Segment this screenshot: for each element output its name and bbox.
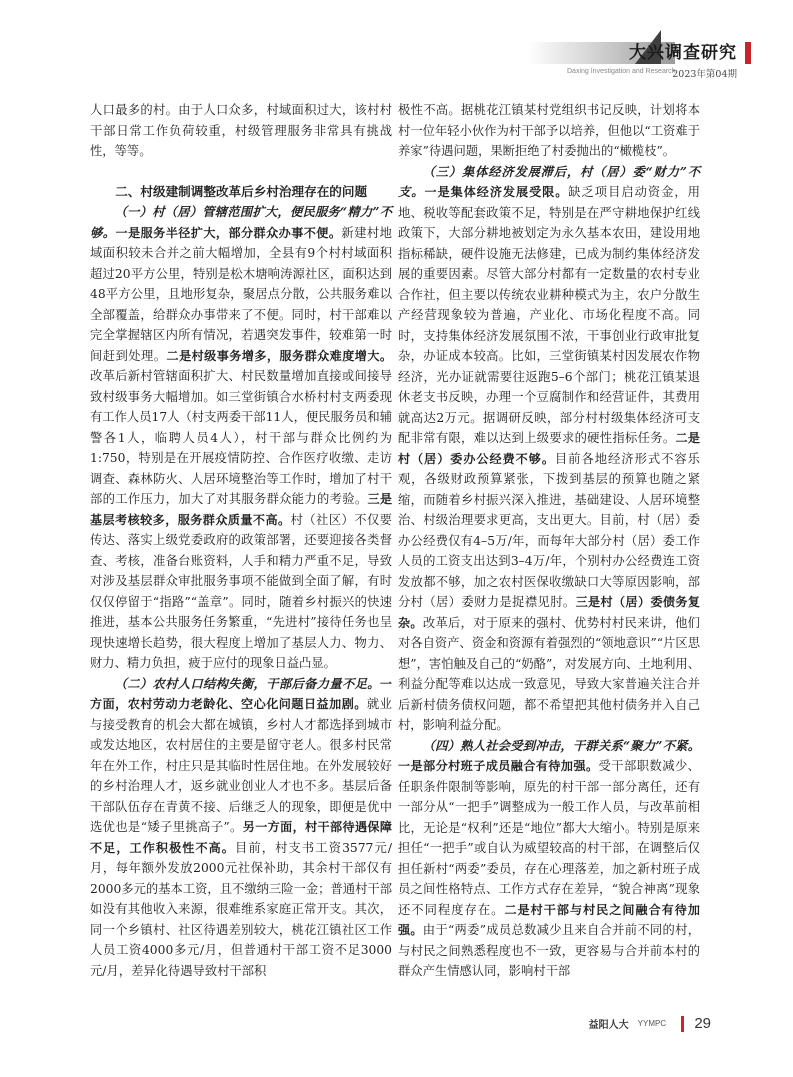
subsection-heading: （四）熟人社会受到冲击，干群关系“聚力”不紧。: [422, 737, 700, 753]
bold-lead: 一是集体经济发展受限。: [424, 185, 569, 199]
issue-label: 2023年第04期: [672, 69, 737, 80]
magazine-code: YYMPC: [637, 1019, 667, 1028]
body-text: 改革后新村管辖面积扩大、村民数量增加直接或间接导致村级事务大幅增加。如三堂街镇合水桥村村支两委现有工作人员17人（村支两委干部11人，便民服务员和辅警各1人，临聘人员4人），村干部与群众比例约为1:750，特别是在开展疫情防控、合作医疗收缴、走访调查、森林防火、人居环境整治等工作时，增加了村干部的工作压力，加大了对其服务群众能力的考验。: [90, 369, 392, 506]
body-text: 目前，村支书工资3577元/月，每年额外发放2000元社保补助，其余村干部仅有2000多元的基本工资，且不缴纳三险一金；普通村干部如没有其他收入来源，很难维系家庭正常开支。其次，同一个乡镇村、社区待遇差别较大，桃花江镇社区工作人员工资4000多元/月，但普通村干部工资不足3000元/月，差异化待遇导致村干部积: [90, 840, 392, 978]
paragraph: [398, 736, 700, 982]
body-text: 村（社区）不仅要传达、落实上级党委政府的政策部署，还要迎接各类督查、考核，准备台账资料，人手和精力严重不足，导致对涉及基层群众审批服务事项不能做到全面了解，有时仅仅停留于“指路”“盖章”。同时，随着乡村振兴的快速推进，基本公共服务任务繁重，“先进村”接待任务也呈现快速增长趋势，很大程度上增加了基层人力、物力、财力、精力负担，疲于应付的现象日益凸显。: [90, 512, 392, 670]
bold-lead: 另一方面，村干部待遇保障不足，工作积极性不高。: [90, 820, 392, 855]
bold-lead: 三是基层考核较多，服务群众质量不高。: [90, 492, 392, 527]
bold-lead: 二是村干部与村民之间融合有待加强。: [398, 902, 700, 937]
magazine-name: 益阳人大: [588, 1020, 629, 1031]
header-accent-bar: [745, 42, 751, 64]
bold-lead: 二是村级事务增多，服务群众难度增大。: [166, 348, 392, 363]
left-column: [90, 100, 392, 981]
footer-accent-bar: [681, 1016, 684, 1032]
page-footer: [589, 1013, 711, 1037]
subsection-heading: （三）集体经济发展滞后，村（居）委“财力”不支。: [398, 163, 700, 199]
paragraph: [90, 202, 392, 674]
body-text: 目前各地经济形式不容乐观，各级财政预算紧张，下拨到基层的预算也随之紧缩，而随着乡村振兴深入推进，基础建设、人居环境整治、村级治理要求更高，支出更大。目前，村（居）委办公经费仅有4–5万/年，而每年大部分村（居）委工作人员的工资支出达到3–4万/年，个别村办公经费连工资发放都不够，加之农村医保收缴缺口大等原因影响，部分村（居）委财力是捉襟见肘。: [398, 451, 700, 609]
bold-lead: 一方面，农村劳动力老龄化、空心化问题日益加剧。: [90, 676, 392, 711]
subsection-heading: （二）农村人口结构失衡，干部后备力量不足。: [114, 675, 380, 691]
paragraph: [90, 674, 392, 982]
section-heading: 二、村级建制调整改革后乡村治理存在的问题: [115, 183, 368, 199]
body-text: 缺乏项目启动资金，用地、税收等配套政策不足，特别是在严守耕地保护红线政策下，大部分耕地被划定为永久基本农田，建设用地指标稀缺，硬件设施无法修建，已成为制约集体经济发展的重要因素。尽管大部分村都有一定数量的农村专业合作社，但主要以传统农业耕种模式为主，农户分散生产经营现象较为普遍，产业化、市场化程度不高。同时，支持集体经济发展氛围不浓，干事创业行政审批复杂，办证成本较高。比如，三堂街镇某村因发展农作物经济，光办证就需要往返跑5–6个部门；桃花江镇某退休老支书反映，办理一个豆腐制作和经营证件，其费用就高达2万元。据调研反映，部分村村级集体经济可支配非常有限，难以达到上级要求的硬性指标任务。: [398, 185, 700, 445]
journal-header: [527, 30, 737, 88]
page-number: 29: [694, 1015, 711, 1032]
bold-lead: 三是村（居）委债务复杂。: [398, 595, 700, 630]
paragraph: 人口最多的村。由于人口众多，村域面积过大，该村村干部日常工作负荷较重，村级管理服务非常具有挑战性，等等。: [90, 103, 392, 158]
body-text: 就业与接受教育的机会大都在城镇，乡村人才都选择到城市或发达地区，农村居住的主要是留守老人。很多村民常年在外工作，村庄只是其临时性居住地。在外发展较好的乡村治理人才，返乡就业创业人才也不多。基层后备干部队伍存在青黄不接、后继乏人的现象，即便是优中选优也是“矮子里挑高子”。: [90, 697, 392, 834]
bold-lead: 一是服务半径扩大，部分群众办事不便。: [115, 225, 342, 240]
journal-title: 大兴调查研究: [629, 43, 737, 63]
body-text: 由于“两委”成员总数减少且来自合并前不同的村，与村民之间熟悉程度也不一致，更容易与合并前本村的群众产生情感认同，影响村干部: [398, 923, 700, 978]
subsection-heading: （一）村（居）管辖范围扩大，便民服务“精力”不够。: [90, 204, 392, 240]
body-text: 改革后，对于原来的强村、优势村村民来讲，他们对各自资产、资金和资源有着强烈的“领地意识”“片区思想”，害怕触及自己的“奶酪”，对发展方向、土地利用、利益分配等难以达成一致意见，导致大家普遍关注合并后新村债务债权问题，都不希望把其他村债务并入自己村，影响利益分配。: [398, 615, 700, 732]
bold-lead: 一是部分村班子成员融合有待加强。: [398, 759, 599, 773]
body-text: 新建村地域面积较未合并之前大幅增加，全县有9个村村域面积超过20平方公里，特别是松木塘响涛源社区，面积达到48平方公里，且地形复杂，聚居点分散，公共服务难以全部覆盖，给群众办事带来了不便。同时，村干部难以完全掌握辖区内所有情况，若遇突发事件，较难第一时间赶到处理。: [90, 225, 392, 363]
paragraph: [398, 162, 700, 736]
right-column: [398, 100, 700, 982]
bold-lead: 二是村（居）委办公经费不够。: [398, 431, 700, 466]
paragraph: 极性不高。据桃花江镇某村党组织书记反映，计划将本村一位年轻小伙作为村干部予以培养，但他以“工资难于养家”待遇问题，果断拒绝了村委抛出的“橄榄枝”。: [398, 103, 700, 158]
body-text: 受干部职数减少、任职条件限制等影响，原先的村干部一部分离任，还有一部分从“一把手”调整成为一般工作人员，与改革前相比，无论是“权利”还是“地位”都大大缩小。特别是原来担任“一把手”或自认为威望较高的村干部，在调整后仅担任新村“两委”委员，存在心理落差，加之新村班子成员之间性格特点、工作方式存在差异，“貌合神离”现象还不同程度存在。: [398, 759, 700, 917]
journal-english-title: Daxing Investigation and Research: [567, 68, 676, 75]
